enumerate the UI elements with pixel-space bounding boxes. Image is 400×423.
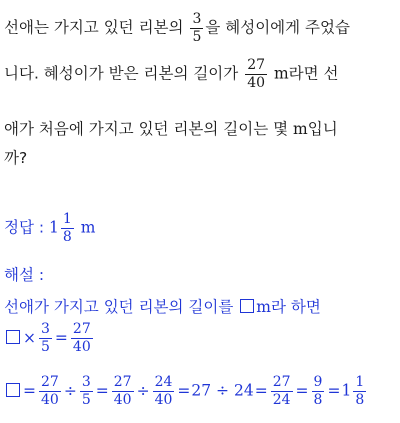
explanation-text: 라 하면 bbox=[270, 298, 321, 316]
equation-1 bbox=[4, 322, 95, 354]
fraction-numerator: 3 bbox=[192, 11, 202, 27]
equals-sign: = bbox=[254, 381, 268, 400]
divide-sign: ÷ bbox=[136, 381, 150, 400]
equals-sign: = bbox=[54, 328, 68, 347]
unit: m bbox=[80, 218, 96, 237]
fraction-numerator: 3 bbox=[41, 321, 50, 337]
problem-line-3 bbox=[4, 117, 338, 139]
explanation-text: 선애가 가지고 있던 리본의 길이를 bbox=[4, 298, 234, 316]
fraction bbox=[353, 375, 366, 407]
problem-line-2 bbox=[4, 58, 339, 90]
unit: m bbox=[293, 120, 308, 138]
fraction bbox=[39, 322, 52, 354]
equals-sign: = bbox=[95, 381, 109, 400]
problem-text: 입니 bbox=[307, 120, 338, 138]
blank-box bbox=[6, 330, 20, 344]
unit: m bbox=[273, 64, 289, 83]
unit: m bbox=[256, 298, 271, 316]
equals-sign: = bbox=[295, 381, 309, 400]
mixed-whole: 1 bbox=[341, 381, 352, 400]
fraction-numerator: 27 bbox=[272, 374, 291, 390]
answer-whole: 1 bbox=[49, 218, 59, 237]
problem-line-4 bbox=[4, 146, 27, 168]
explanation-label: 해설 : bbox=[4, 266, 45, 284]
fraction-denominator: 24 bbox=[272, 391, 291, 408]
fraction-numerator: 3 bbox=[81, 374, 91, 390]
fraction-denominator: 40 bbox=[41, 391, 59, 408]
fraction-numerator: 9 bbox=[313, 374, 323, 390]
fraction-numerator: 27 bbox=[41, 374, 59, 390]
problem-text: 까? bbox=[4, 149, 28, 167]
fraction bbox=[80, 375, 93, 407]
answer-fraction bbox=[61, 212, 74, 244]
fraction bbox=[153, 375, 175, 407]
fraction-denominator: 40 bbox=[247, 74, 266, 91]
problem-line-1 bbox=[4, 12, 350, 44]
blank-box bbox=[6, 383, 20, 397]
fraction-denominator: 40 bbox=[154, 391, 173, 408]
fraction bbox=[39, 375, 61, 407]
fraction-denominator: 5 bbox=[41, 338, 50, 355]
times-sign: × bbox=[23, 328, 36, 347]
fraction-denominator: 40 bbox=[72, 338, 91, 355]
fraction-numerator: 27 bbox=[113, 374, 132, 390]
fraction bbox=[112, 375, 134, 407]
fraction bbox=[312, 375, 325, 407]
fraction bbox=[245, 58, 267, 90]
explanation-line-1 bbox=[4, 295, 321, 317]
fraction-numerator: 27 bbox=[247, 57, 266, 73]
fraction bbox=[190, 12, 203, 44]
equals-sign: = bbox=[23, 381, 36, 400]
answer-line bbox=[4, 212, 95, 244]
fraction-denominator: 5 bbox=[81, 391, 91, 408]
problem-text: 라면 선 bbox=[288, 64, 339, 83]
problem-text: 애가 처음에 가지고 있던 리본의 길이는 몇 bbox=[4, 120, 289, 138]
problem-text: 니다. 혜성이가 받은 리본의 길이가 bbox=[4, 64, 239, 83]
problem-text: 선애는 가지고 있던 리본의 bbox=[4, 18, 184, 37]
fraction-numerator: 24 bbox=[154, 374, 173, 390]
fraction-denominator: 8 bbox=[313, 391, 323, 408]
fraction-denominator: 5 bbox=[192, 28, 202, 45]
fraction-numerator: 27 bbox=[72, 321, 91, 337]
equals-sign: = bbox=[327, 381, 341, 400]
division-expression: 27 ÷ 24 bbox=[191, 381, 254, 400]
fraction bbox=[271, 375, 293, 407]
equation-2 bbox=[4, 375, 368, 407]
problem-text: 을 혜성이에게 주었습 bbox=[205, 18, 350, 37]
fraction bbox=[71, 322, 93, 354]
fraction-denominator: 8 bbox=[62, 228, 72, 245]
fraction-denominator: 8 bbox=[355, 391, 365, 408]
explanation-label-line bbox=[4, 263, 44, 285]
fraction-numerator: 1 bbox=[355, 374, 365, 390]
blank-box bbox=[240, 299, 254, 313]
answer-label: 정답 : bbox=[4, 218, 45, 237]
divide-sign: ÷ bbox=[63, 381, 77, 400]
equals-sign: = bbox=[177, 381, 191, 400]
fraction-numerator: 1 bbox=[62, 211, 72, 227]
fraction-denominator: 40 bbox=[113, 391, 132, 408]
